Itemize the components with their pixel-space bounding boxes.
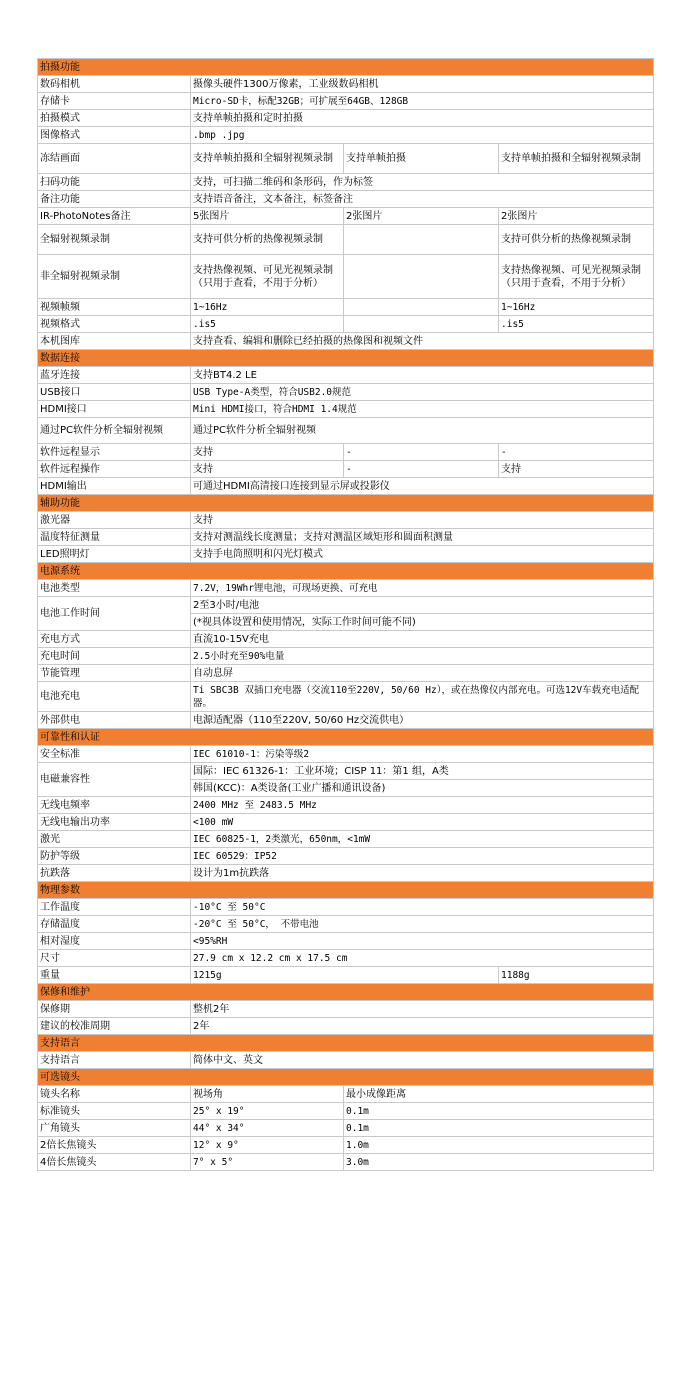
spec-row bbox=[38, 127, 654, 144]
spec-value-text: 1~16Hz bbox=[501, 301, 536, 313]
spec-row bbox=[38, 648, 654, 665]
spec-value bbox=[191, 916, 654, 933]
spec-value-text: -10°C 至 50°C bbox=[193, 901, 266, 913]
spec-label: 冻结画面 bbox=[38, 144, 191, 174]
spec-value bbox=[191, 225, 344, 255]
spec-value-text: IEC 61010-1：污染等级2 bbox=[193, 748, 310, 760]
section-header bbox=[38, 563, 654, 580]
spec-value-text: 5张图片 bbox=[193, 210, 230, 222]
spec-value-note: (*视具体设置和使用情况，实际工作时间可能不同) bbox=[191, 613, 653, 629]
spec-value bbox=[191, 444, 344, 461]
spec-value-text: 设计为1m抗跌落 bbox=[193, 867, 270, 879]
section-header bbox=[38, 350, 654, 367]
spec-value bbox=[191, 461, 344, 478]
section-title: 可选镜头 bbox=[38, 1069, 654, 1086]
spec-row bbox=[38, 316, 654, 333]
section-header bbox=[38, 882, 654, 899]
spec-value-text: 视场角 bbox=[193, 1088, 223, 1100]
spec-value bbox=[499, 225, 654, 255]
spec-value-text: 支持热像视频、可见光视频录制（只用于查看，不用于分析） bbox=[501, 264, 641, 289]
spec-value-text: 支持对测温线长度测量；支持对测温区域矩形和圆面积测量 bbox=[193, 531, 453, 543]
spec-value bbox=[191, 814, 654, 831]
spec-value-text: 支持 bbox=[193, 514, 213, 526]
spec-row bbox=[38, 580, 654, 597]
section-header bbox=[38, 59, 654, 76]
spec-label: 激光器 bbox=[38, 512, 191, 529]
spec-value-text: 12° x 9° bbox=[193, 1139, 239, 1151]
spec-label: 工作温度 bbox=[38, 899, 191, 916]
spec-value-text: .is5 bbox=[501, 318, 524, 330]
section-header bbox=[38, 984, 654, 1001]
spec-value bbox=[344, 299, 499, 316]
spec-label: 充电时间 bbox=[38, 648, 191, 665]
spec-value-text: 25° x 19° bbox=[193, 1105, 245, 1117]
spec-label: 电池工作时间 bbox=[38, 597, 191, 631]
spec-row bbox=[38, 967, 654, 984]
spec-value bbox=[191, 144, 344, 174]
spec-label: 存储卡 bbox=[38, 93, 191, 110]
spec-value-text: 0.1m bbox=[346, 1122, 369, 1134]
spec-value-text: 自动息屏 bbox=[193, 667, 233, 679]
spec-row bbox=[38, 333, 654, 350]
spec-value bbox=[191, 174, 654, 191]
spec-label: 蓝牙连接 bbox=[38, 367, 191, 384]
spec-row bbox=[38, 950, 654, 967]
spec-label: 激光 bbox=[38, 831, 191, 848]
spec-row bbox=[38, 665, 654, 682]
spec-value-text: 2.5小时充至90%电量 bbox=[193, 650, 285, 662]
section-header bbox=[38, 729, 654, 746]
spec-value bbox=[191, 110, 654, 127]
spec-value bbox=[191, 648, 654, 665]
spec-value-text: 3.0m bbox=[346, 1156, 369, 1168]
spec-label: 无线电输出功率 bbox=[38, 814, 191, 831]
spec-value-text: 2张图片 bbox=[501, 210, 538, 222]
spec-value-text: 2至3小时/电池 bbox=[193, 599, 260, 611]
spec-value-text: 支持查看、编辑和删除已经拍摄的热像图和视频文件 bbox=[193, 335, 423, 347]
spec-value-text: 支持BT4.2 LE bbox=[193, 369, 257, 381]
spec-label: 电磁兼容性 bbox=[38, 763, 191, 797]
spec-label: 通过PC软件分析全辐射视频 bbox=[38, 418, 191, 444]
spec-label: 镜头名称 bbox=[38, 1086, 191, 1103]
spec-row bbox=[38, 1001, 654, 1018]
spec-table bbox=[37, 58, 654, 1171]
spec-label: 安全标准 bbox=[38, 746, 191, 763]
spec-row bbox=[38, 631, 654, 648]
spec-label: 非全辐射视频录制 bbox=[38, 255, 191, 299]
spec-row bbox=[38, 512, 654, 529]
spec-value bbox=[191, 631, 654, 648]
spec-value-text: 7.2V，19Whr锂电池，可现场更换、可充电 bbox=[193, 582, 378, 594]
spec-value-text: 1~16Hz bbox=[193, 301, 228, 313]
spec-label: 温度特征测量 bbox=[38, 529, 191, 546]
spec-value bbox=[499, 967, 654, 984]
section-title: 物理参数 bbox=[38, 882, 654, 899]
spec-value bbox=[191, 1001, 654, 1018]
spec-value bbox=[191, 316, 344, 333]
spec-value-text: 2400 MHz 至 2483.5 MHz bbox=[193, 799, 317, 811]
spec-value bbox=[191, 763, 654, 797]
spec-value bbox=[499, 208, 654, 225]
spec-label: 尺寸 bbox=[38, 950, 191, 967]
spec-row bbox=[38, 174, 654, 191]
spec-value-text: 支持单帧拍摄和全辐射视频录制 bbox=[193, 153, 333, 164]
spec-value-text: <100 mW bbox=[193, 816, 234, 828]
spec-row bbox=[38, 1103, 654, 1120]
spec-value bbox=[191, 848, 654, 865]
spec-value-text: 支持 bbox=[193, 463, 213, 475]
section-header bbox=[38, 1069, 654, 1086]
spec-row bbox=[38, 712, 654, 729]
spec-value bbox=[191, 933, 654, 950]
spec-value bbox=[191, 418, 654, 444]
spec-row bbox=[38, 367, 654, 384]
spec-value-text: .is5 bbox=[193, 318, 216, 330]
spec-row bbox=[38, 529, 654, 546]
spec-value bbox=[499, 299, 654, 316]
spec-row bbox=[38, 1086, 654, 1103]
spec-value bbox=[499, 444, 654, 461]
spec-value bbox=[191, 299, 344, 316]
spec-value-text: 最小成像距离 bbox=[346, 1088, 406, 1100]
spec-label: 保修期 bbox=[38, 1001, 191, 1018]
spec-value bbox=[344, 444, 499, 461]
spec-value-text: 简体中文、英文 bbox=[193, 1054, 263, 1066]
spec-value-text: 电源适配器（110至220V, 50/60 Hz交流供电） bbox=[193, 714, 410, 726]
spec-row bbox=[38, 865, 654, 882]
spec-value-text: 2张图片 bbox=[346, 210, 383, 222]
spec-value-text: 1.0m bbox=[346, 1139, 369, 1151]
spec-row bbox=[38, 831, 654, 848]
spec-row bbox=[38, 191, 654, 208]
spec-value bbox=[191, 1018, 654, 1035]
spec-value bbox=[344, 225, 499, 255]
spec-label: 电池类型 bbox=[38, 580, 191, 597]
spec-value bbox=[191, 1137, 344, 1154]
spec-value bbox=[191, 1103, 344, 1120]
spec-label: 软件远程操作 bbox=[38, 461, 191, 478]
spec-value-text: 支持手电筒照明和闪光灯模式 bbox=[193, 548, 323, 560]
spec-value bbox=[344, 1103, 654, 1120]
spec-label: 软件远程显示 bbox=[38, 444, 191, 461]
spec-label: 2倍长焦镜头 bbox=[38, 1137, 191, 1154]
spec-value-text: 支持，可扫描二维码和条形码，作为标签 bbox=[193, 176, 373, 188]
spec-value-text: 国际：IEC 61326-1：工业环境；CISP 11：第1 组，A类 bbox=[193, 765, 449, 777]
spec-value bbox=[191, 950, 654, 967]
spec-label: 无线电频率 bbox=[38, 797, 191, 814]
spec-value-note: 韩国(KCC)：A类设备(工业广播和通讯设备) bbox=[191, 779, 653, 795]
spec-row bbox=[38, 848, 654, 865]
spec-label: 图像格式 bbox=[38, 127, 191, 144]
spec-label: IR-PhotoNotes备注 bbox=[38, 208, 191, 225]
spec-value bbox=[191, 746, 654, 763]
spec-value-text: - bbox=[501, 446, 507, 458]
spec-row bbox=[38, 76, 654, 93]
spec-value-text: 摄像头硬件1300万像素，工业级数码相机 bbox=[193, 78, 379, 90]
spec-row bbox=[38, 916, 654, 933]
spec-value-text: 通过PC软件分析全辐射视频 bbox=[193, 425, 317, 436]
spec-value-text: 0.1m bbox=[346, 1105, 369, 1117]
spec-label: 防护等级 bbox=[38, 848, 191, 865]
spec-value bbox=[191, 682, 654, 712]
section-header bbox=[38, 495, 654, 512]
spec-value-text: 支持单帧拍摄和定时拍摄 bbox=[193, 112, 303, 124]
spec-value-text: 支持单帧拍摄和全辐射视频录制 bbox=[501, 153, 641, 164]
spec-value bbox=[191, 191, 654, 208]
spec-row bbox=[38, 797, 654, 814]
spec-value-text: 27.9 cm x 12.2 cm x 17.5 cm bbox=[193, 952, 348, 964]
spec-row bbox=[38, 597, 654, 631]
spec-row bbox=[38, 1018, 654, 1035]
spec-value bbox=[191, 76, 654, 93]
spec-value bbox=[191, 255, 344, 299]
spec-value-text: - bbox=[346, 446, 352, 458]
section-title: 保修和维护 bbox=[38, 984, 654, 1001]
spec-label: 抗跌落 bbox=[38, 865, 191, 882]
spec-row bbox=[38, 110, 654, 127]
spec-value bbox=[499, 461, 654, 478]
spec-value-text: 支持 bbox=[193, 446, 213, 458]
spec-value bbox=[191, 401, 654, 418]
spec-value-text: - bbox=[346, 463, 352, 475]
spec-row bbox=[38, 461, 654, 478]
spec-value-text: Ti SBC3B 双插口充电器（交流110至220V, 50/60 Hz），或在热像仪内部充电。可选12V车载充电适配器。 bbox=[193, 684, 640, 709]
section-title: 数据连接 bbox=[38, 350, 654, 367]
spec-label: 建议的校准周期 bbox=[38, 1018, 191, 1035]
spec-value bbox=[191, 865, 654, 882]
spec-label: 节能管理 bbox=[38, 665, 191, 682]
spec-row bbox=[38, 1137, 654, 1154]
spec-row bbox=[38, 1120, 654, 1137]
spec-value-text: IEC 60529：IP52 bbox=[193, 850, 277, 862]
spec-label: 数码相机 bbox=[38, 76, 191, 93]
spec-value-text: 7° x 5° bbox=[193, 1156, 234, 1168]
spec-label: 相对湿度 bbox=[38, 933, 191, 950]
spec-label: 备注功能 bbox=[38, 191, 191, 208]
spec-value-text: 1215g bbox=[193, 969, 222, 981]
spec-value-text: IEC 60825-1，2类激光，650nm，<1mW bbox=[193, 833, 371, 845]
spec-label: 重量 bbox=[38, 967, 191, 984]
spec-value-text: 支持可供分析的热像视频录制 bbox=[193, 234, 323, 245]
spec-row bbox=[38, 682, 654, 712]
spec-value bbox=[499, 144, 654, 174]
spec-value-text: 支持语音备注，文本备注，标签备注 bbox=[193, 193, 353, 205]
spec-label: HDMI接口 bbox=[38, 401, 191, 418]
spec-value-text: 直流10-15V充电 bbox=[193, 633, 269, 645]
spec-row bbox=[38, 899, 654, 916]
spec-value bbox=[191, 831, 654, 848]
spec-label: 扫码功能 bbox=[38, 174, 191, 191]
spec-value bbox=[344, 1154, 654, 1171]
spec-label: 拍摄模式 bbox=[38, 110, 191, 127]
spec-value bbox=[191, 529, 654, 546]
spec-value-text: 可通过HDMI高清接口连接到显示屏或投影仪 bbox=[193, 480, 390, 492]
spec-row bbox=[38, 401, 654, 418]
spec-value bbox=[191, 1086, 344, 1103]
spec-value bbox=[191, 333, 654, 350]
spec-value-text: <95%RH bbox=[193, 935, 228, 947]
spec-value bbox=[191, 93, 654, 110]
spec-label: 本机图库 bbox=[38, 333, 191, 350]
spec-label: 电池充电 bbox=[38, 682, 191, 712]
spec-value-text: 支持热像视频、可见光视频录制（只用于查看，不用于分析） bbox=[193, 264, 333, 289]
spec-value-text: Mini HDMI接口，符合HDMI 1.4规范 bbox=[193, 403, 357, 415]
spec-label: 存储温度 bbox=[38, 916, 191, 933]
spec-value bbox=[191, 580, 654, 597]
spec-row bbox=[38, 1154, 654, 1171]
spec-value bbox=[499, 316, 654, 333]
spec-row bbox=[38, 763, 654, 797]
spec-value bbox=[344, 1120, 654, 1137]
spec-value bbox=[344, 1086, 654, 1103]
spec-value-text: 支持单帧拍摄 bbox=[346, 153, 406, 164]
spec-label: 支持语言 bbox=[38, 1052, 191, 1069]
spec-value bbox=[191, 665, 654, 682]
spec-row bbox=[38, 546, 654, 563]
spec-value bbox=[344, 1137, 654, 1154]
spec-value bbox=[344, 316, 499, 333]
spec-value-text: 支持 bbox=[501, 463, 521, 475]
spec-value bbox=[344, 461, 499, 478]
spec-row bbox=[38, 478, 654, 495]
spec-value bbox=[191, 127, 654, 144]
spec-value-text: 支持可供分析的热像视频录制 bbox=[501, 234, 631, 245]
spec-label: HDMI输出 bbox=[38, 478, 191, 495]
section-title: 可靠性和认证 bbox=[38, 729, 654, 746]
section-title: 辅助功能 bbox=[38, 495, 654, 512]
spec-label: 标准镜头 bbox=[38, 1103, 191, 1120]
spec-value bbox=[191, 1120, 344, 1137]
spec-value bbox=[191, 384, 654, 401]
spec-value-text: Micro-SD卡，标配32GB；可扩展至64GB、128GB bbox=[193, 95, 409, 107]
spec-value bbox=[191, 478, 654, 495]
spec-row bbox=[38, 933, 654, 950]
spec-value-text: 整机2年 bbox=[193, 1003, 230, 1015]
spec-value-text: USB Type-A类型，符合USB2.0规范 bbox=[193, 386, 352, 398]
spec-row bbox=[38, 93, 654, 110]
spec-row bbox=[38, 144, 654, 174]
spec-row bbox=[38, 814, 654, 831]
spec-value bbox=[191, 967, 499, 984]
spec-row bbox=[38, 299, 654, 316]
section-title: 支持语言 bbox=[38, 1035, 654, 1052]
spec-value bbox=[191, 1154, 344, 1171]
spec-value bbox=[191, 899, 654, 916]
spec-row bbox=[38, 208, 654, 225]
spec-label: 外部供电 bbox=[38, 712, 191, 729]
spec-table-body bbox=[38, 59, 654, 1171]
section-title: 电源系统 bbox=[38, 563, 654, 580]
spec-value bbox=[191, 597, 654, 631]
spec-row bbox=[38, 1052, 654, 1069]
spec-value bbox=[344, 255, 499, 299]
spec-value bbox=[191, 208, 344, 225]
spec-label: 视频格式 bbox=[38, 316, 191, 333]
spec-value bbox=[344, 208, 499, 225]
spec-label: 全辐射视频录制 bbox=[38, 225, 191, 255]
section-title: 拍摄功能 bbox=[38, 59, 654, 76]
spec-label: 视频帧频 bbox=[38, 299, 191, 316]
spec-value bbox=[191, 1052, 654, 1069]
spec-row bbox=[38, 255, 654, 299]
spec-value-text: 44° x 34° bbox=[193, 1122, 245, 1134]
spec-value-text: 2年 bbox=[193, 1020, 210, 1032]
spec-label: 充电方式 bbox=[38, 631, 191, 648]
spec-value bbox=[344, 144, 499, 174]
spec-label: USB接口 bbox=[38, 384, 191, 401]
section-header bbox=[38, 1035, 654, 1052]
spec-row bbox=[38, 746, 654, 763]
spec-row bbox=[38, 225, 654, 255]
spec-label: LED照明灯 bbox=[38, 546, 191, 563]
spec-value bbox=[191, 797, 654, 814]
spec-value bbox=[191, 512, 654, 529]
spec-value bbox=[191, 367, 654, 384]
spec-value-text: 1188g bbox=[501, 969, 530, 981]
spec-row bbox=[38, 418, 654, 444]
spec-label: 广角镜头 bbox=[38, 1120, 191, 1137]
spec-value-text: .bmp .jpg bbox=[193, 129, 245, 141]
spec-value bbox=[499, 255, 654, 299]
spec-row bbox=[38, 444, 654, 461]
spec-value-text: -20°C 至 50°C， 不带电池 bbox=[193, 918, 319, 930]
spec-row bbox=[38, 384, 654, 401]
spec-label: 4倍长焦镜头 bbox=[38, 1154, 191, 1171]
spec-value bbox=[191, 712, 654, 729]
spec-value bbox=[191, 546, 654, 563]
